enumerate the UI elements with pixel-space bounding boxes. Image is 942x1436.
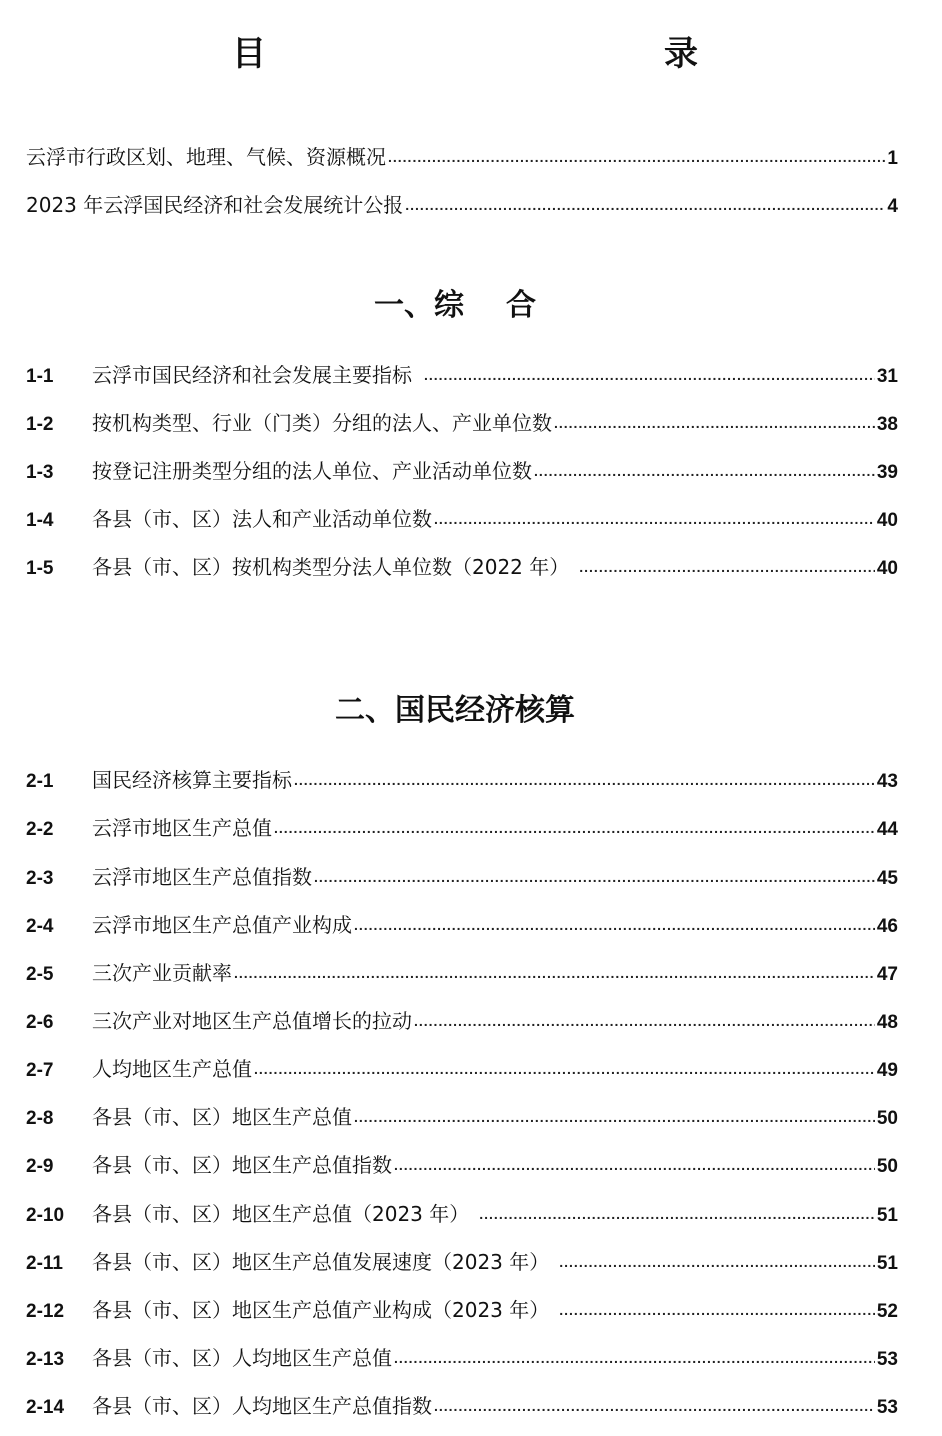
toc-entry-number: 2-12 bbox=[26, 1301, 65, 1322]
toc-entry-page: 1 bbox=[887, 148, 898, 169]
toc-leader-dots bbox=[559, 1247, 875, 1277]
toc-entry-number: 2-1 bbox=[26, 771, 54, 792]
toc-entry-page: 39 bbox=[876, 462, 898, 483]
toc-entry[interactable] bbox=[26, 910, 898, 940]
toc-entry[interactable] bbox=[26, 1343, 898, 1373]
toc-entry[interactable] bbox=[26, 1102, 898, 1132]
toc-entry[interactable] bbox=[26, 408, 898, 438]
toc-entry-title: 各县（市、区）人均地区生产总值 bbox=[92, 1346, 392, 1370]
toc-leader-dots bbox=[479, 1199, 875, 1229]
toc-entry-number: 1-3 bbox=[26, 462, 54, 483]
toc-entry[interactable] bbox=[26, 1006, 898, 1036]
section-heading-1-part-a: 一、综 bbox=[374, 288, 464, 323]
toc-entry-title: 云浮市地区生产总值指数 bbox=[92, 865, 312, 889]
section-heading-1 bbox=[0, 285, 910, 327]
toc-entry-number: 2-3 bbox=[26, 868, 54, 889]
toc-entry-number: 2-5 bbox=[26, 964, 54, 985]
toc-entry-page: 49 bbox=[876, 1060, 898, 1081]
toc-entry[interactable] bbox=[26, 1295, 898, 1325]
toc-entry-number: 1-5 bbox=[26, 558, 54, 579]
toc-entry[interactable] bbox=[26, 360, 898, 390]
toc-entry-title: 各县（市、区）地区生产总值产业构成（2023 年） bbox=[92, 1298, 550, 1322]
toc-entry[interactable] bbox=[26, 958, 898, 988]
toc-entry-number: 1-4 bbox=[26, 510, 54, 531]
toc-entry-title: 各县（市、区）地区生产总值指数 bbox=[92, 1153, 392, 1177]
toc-entry-page: 43 bbox=[876, 771, 898, 792]
toc-entry-title: 国民经济核算主要指标 bbox=[92, 768, 292, 792]
toc-entry-page: 44 bbox=[876, 819, 898, 840]
toc-entry[interactable] bbox=[26, 1054, 898, 1084]
toc-leader-dots bbox=[234, 958, 875, 988]
toc-leader-dots bbox=[534, 456, 875, 486]
toc-leader-dots bbox=[414, 1006, 875, 1036]
toc-leader-dots bbox=[388, 142, 885, 172]
toc-entry-title: 三次产业贡献率 bbox=[92, 961, 232, 985]
toc-entry-title: 各县（市、区）法人和产业活动单位数 bbox=[92, 507, 432, 531]
toc-entry-page: 46 bbox=[876, 916, 898, 937]
toc-entry-title: 三次产业对地区生产总值增长的拉动 bbox=[92, 1009, 412, 1033]
toc-entry[interactable] bbox=[26, 862, 898, 892]
section-heading-2: 二、国民经济核算 bbox=[335, 693, 575, 728]
toc-entry-number: 2-11 bbox=[26, 1253, 63, 1274]
toc-leader-dots bbox=[354, 1102, 875, 1132]
toc-leader-dots bbox=[405, 190, 885, 220]
toc-entry-title: 云浮市国民经济和社会发展主要指标 bbox=[92, 363, 412, 387]
toc-entry-page: 51 bbox=[876, 1205, 898, 1226]
toc-entry-page: 40 bbox=[876, 510, 898, 531]
toc-leader-dots bbox=[559, 1295, 875, 1325]
toc-entry-title: 各县（市、区）地区生产总值（2023 年） bbox=[92, 1202, 470, 1226]
toc-leader-dots bbox=[434, 1391, 875, 1421]
toc-entry-page: 48 bbox=[876, 1012, 898, 1033]
toc-leader-dots bbox=[554, 408, 875, 438]
toc-entry-title: 云浮市行政区划、地理、气候、资源概况 bbox=[26, 145, 386, 169]
toc-leader-dots bbox=[434, 504, 875, 534]
toc-entry-page: 45 bbox=[876, 868, 898, 889]
toc-entry[interactable] bbox=[26, 456, 898, 486]
toc-entry-page: 50 bbox=[876, 1108, 898, 1129]
toc-entry-title: 人均地区生产总值 bbox=[92, 1057, 252, 1081]
toc-leader-dots bbox=[354, 910, 875, 940]
toc-entry-title: 各县（市、区）人均地区生产总值指数 bbox=[92, 1394, 432, 1418]
toc-entry-title: 各县（市、区）地区生产总值发展速度（2023 年） bbox=[92, 1250, 550, 1274]
toc-entry-page: 51 bbox=[876, 1253, 898, 1274]
toc-entry-number: 2-13 bbox=[26, 1349, 65, 1370]
toc-entry-page: 4 bbox=[887, 196, 898, 217]
toc-entry-number: 2-14 bbox=[26, 1397, 65, 1418]
toc-entry-number: 2-6 bbox=[26, 1012, 54, 1033]
toc-leader-dots bbox=[254, 1054, 875, 1084]
toc-entry[interactable] bbox=[26, 813, 898, 843]
toc-entry-intro-1[interactable] bbox=[26, 142, 898, 172]
toc-entry[interactable] bbox=[26, 504, 898, 534]
toc-entry-number: 2-8 bbox=[26, 1108, 54, 1129]
toc-entry-number: 2-9 bbox=[26, 1156, 54, 1177]
toc-entry-page: 52 bbox=[876, 1301, 898, 1322]
toc-entry-page: 53 bbox=[876, 1397, 898, 1418]
toc-entry[interactable] bbox=[26, 1247, 898, 1277]
toc-entry-title: 按机构类型、行业（门类）分组的法人、产业单位数 bbox=[92, 411, 552, 435]
toc-entry-number: 2-2 bbox=[26, 819, 54, 840]
toc-entry[interactable] bbox=[26, 1199, 898, 1229]
toc-entry-intro-2[interactable] bbox=[26, 190, 898, 220]
toc-entry-number: 2-10 bbox=[26, 1205, 65, 1226]
toc-entry-page: 40 bbox=[876, 558, 898, 579]
toc-leader-dots bbox=[394, 1343, 875, 1373]
section-heading-1-part-b: 合 bbox=[506, 288, 536, 323]
toc-entry-title: 各县（市、区）按机构类型分法人单位数（2022 年） bbox=[92, 555, 570, 579]
toc-entry-title: 云浮市地区生产总值产业构成 bbox=[92, 913, 352, 937]
toc-entry-number: 1-1 bbox=[26, 366, 54, 387]
toc-entry-number: 2-4 bbox=[26, 916, 54, 937]
toc-entry-title: 2023 年云浮国民经济和社会发展统计公报 bbox=[26, 193, 404, 217]
toc-entry[interactable] bbox=[26, 552, 898, 582]
page-title: 目 录 bbox=[232, 34, 808, 74]
toc-entry-page: 53 bbox=[876, 1349, 898, 1370]
toc-entry-page: 31 bbox=[876, 366, 898, 387]
toc-leader-dots bbox=[274, 813, 875, 843]
toc-entry-title: 各县（市、区）地区生产总值 bbox=[92, 1105, 352, 1129]
toc-leader-dots bbox=[314, 862, 875, 892]
toc-leader-dots bbox=[294, 765, 875, 795]
toc-entry-page: 47 bbox=[876, 964, 898, 985]
toc-entry[interactable] bbox=[26, 1391, 898, 1421]
toc-entry-number: 2-7 bbox=[26, 1060, 54, 1081]
toc-entry-number: 1-2 bbox=[26, 414, 54, 435]
toc-leader-dots bbox=[394, 1150, 875, 1180]
toc-leader-dots bbox=[579, 552, 875, 582]
toc-leader-dots bbox=[424, 360, 875, 390]
toc-entry-page: 38 bbox=[876, 414, 898, 435]
toc-entry[interactable] bbox=[26, 1150, 898, 1180]
toc-entry-page: 50 bbox=[876, 1156, 898, 1177]
toc-entry-title: 按登记注册类型分组的法人单位、产业活动单位数 bbox=[92, 459, 532, 483]
toc-entry[interactable] bbox=[26, 765, 898, 795]
toc-entry-title: 云浮市地区生产总值 bbox=[92, 816, 272, 840]
